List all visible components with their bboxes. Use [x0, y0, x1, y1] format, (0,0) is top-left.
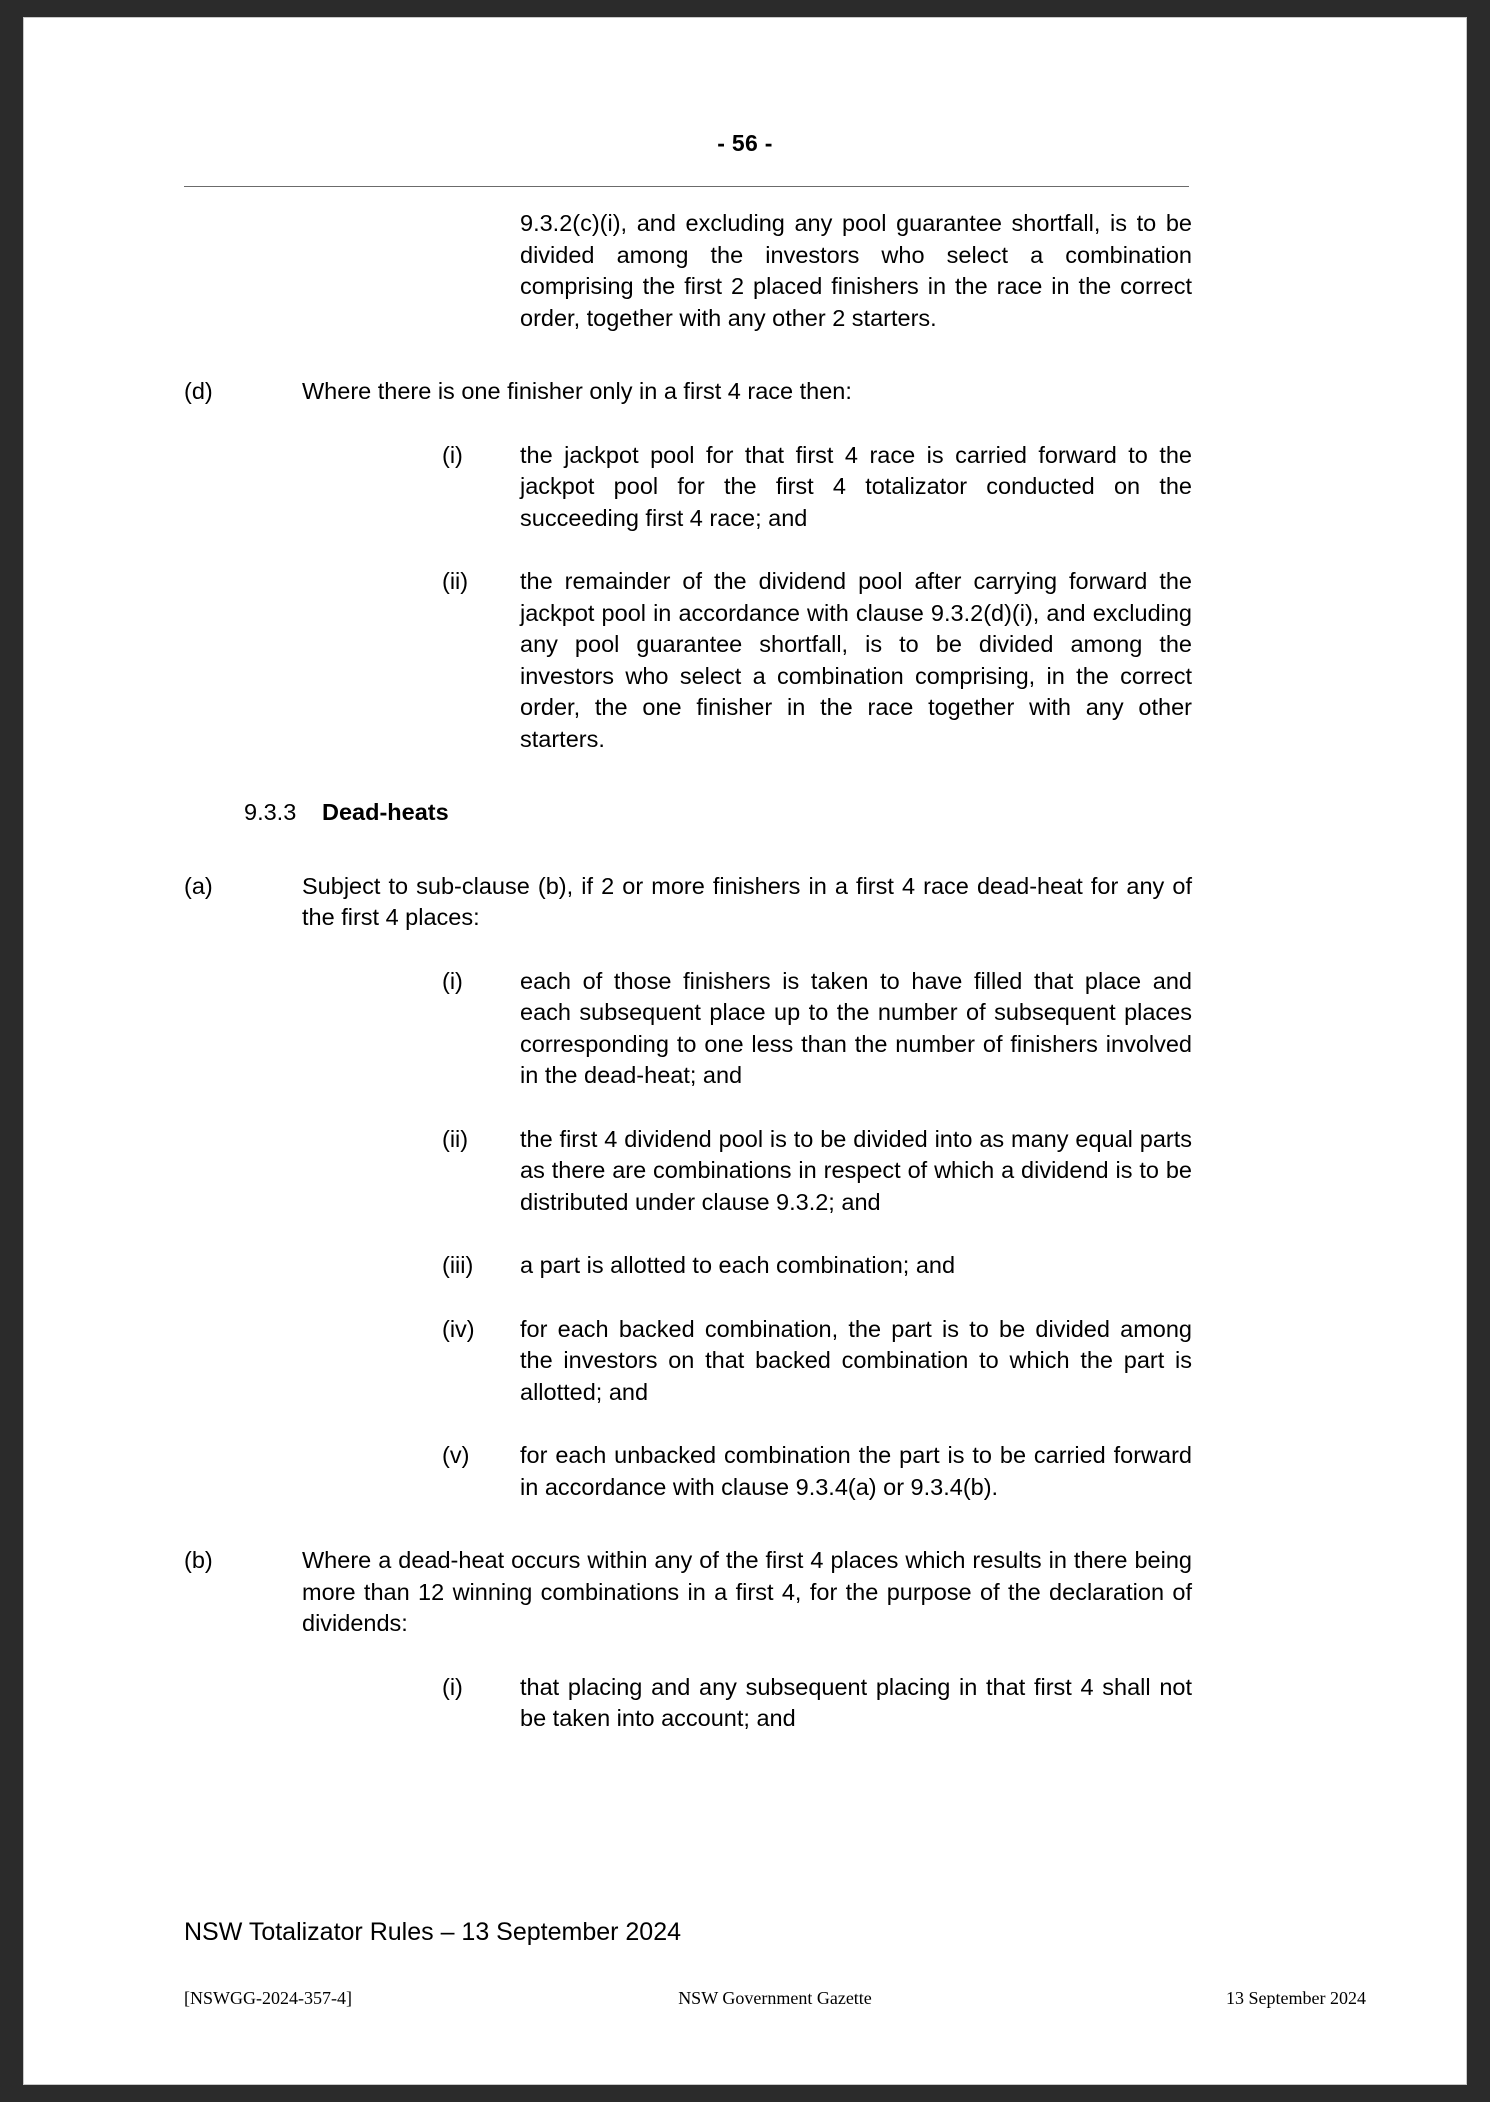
clause-item-b-sub-i-marker: (i) [442, 1673, 463, 1700]
document-page [24, 18, 1466, 2084]
clause-item-a-sub-iv-marker: (iv) [442, 1315, 475, 1342]
clause-item-a-sub-ii [184, 1124, 1192, 1219]
document-body [184, 208, 1192, 1735]
clause-item-a-sub-v [184, 1440, 1192, 1503]
clause-item-d-marker: (d) [184, 378, 213, 404]
clause-item-b-marker: (b) [184, 1547, 213, 1573]
clause-item-d-sub-i [184, 440, 1192, 535]
clause-item-a-sub-ii-marker: (ii) [442, 1125, 469, 1152]
clause-item-a-sub-iv-text: for each backed combination, the part is to be divided among the investors on that backed combination to which the part is allotted; and [520, 1315, 1192, 1405]
clause-item-d [184, 376, 1192, 408]
clause-item-a-sub-iii-marker: (iii) [442, 1252, 474, 1278]
clause-heading-933 [184, 797, 1192, 829]
clause-item-a-marker: (a) [184, 872, 213, 899]
continuation-paragraph-text: 9.3.2(c)(i), and excluding any pool guarantee shortfall, is to be divided among the investors who select a combination comprising the first 2 placed finishers in the race in the correct order, together with any other 2 starters. [520, 210, 1192, 331]
clause-item-a-sub-i-marker: (i) [442, 967, 463, 994]
clause-item-a [184, 871, 1192, 934]
clause-item-b [184, 1545, 1192, 1640]
gazette-publication: NSW Government Gazette [678, 1988, 872, 2008]
clause-item-a-sub-v-marker: (v) [442, 1442, 470, 1468]
gazette-date: 13 September 2024 [1226, 1988, 1366, 2008]
header-divider [184, 186, 1189, 187]
clause-item-d-sub-i-marker: (i) [442, 441, 463, 468]
clause-item-b-sub-i [184, 1672, 1192, 1735]
clause-item-a-sub-iv [184, 1314, 1192, 1409]
clause-item-a-sub-i [184, 966, 1192, 1092]
clause-item-a-sub-iii-text: a part is allotted to each combination; and [520, 1252, 956, 1278]
clause-item-b-text: Where a dead-heat occurs within any of the first 4 places which results in there being more than 12 winning combinations in a first 4, for the purpose of the declaration of dividends: [302, 1547, 1192, 1636]
clause-item-d-sub-ii-text: the remainder of the dividend pool after carrying forward the jackpot pool in accordance with clause 9.3.2(d)(i), and excluding any pool guarantee shortfall, is to be divided among the investors who select a combination comprising, in the correct order, the one finisher in the race together with any other starters. [520, 568, 1192, 752]
page-number: - 56 - [717, 130, 773, 156]
clause-heading-933-title: Dead-heats [322, 799, 449, 825]
gazette-reference: [NSWGG-2024-357-4] [184, 1988, 352, 2008]
clause-item-a-sub-iii [184, 1250, 1192, 1282]
clause-item-a-sub-i-text: each of those finishers is taken to have filled that place and each subsequent place up to the number of subsequent places corresponding to one less than the number of finishers involved in the dead-heat; and [520, 967, 1192, 1088]
clause-item-b-sub-i-text: that placing and any subsequent placing in that first 4 shall not be taken into account; and [520, 1673, 1192, 1731]
clause-item-d-sub-ii-marker: (ii) [442, 568, 469, 594]
clause-item-d-sub-i-text: the jackpot pool for that first 4 race is carried forward to the jackpot pool for the first 4 totalizator conducted on the succeeding first 4 race; and [520, 441, 1192, 531]
clause-item-a-sub-ii-text: the first 4 dividend pool is to be divided into as many equal parts as there are combinations in respect of which a dividend is to be distributed under clause 9.3.2; and [520, 1125, 1192, 1215]
gazette-footer [184, 1988, 1366, 2014]
clause-item-d-text: Where there is one finisher only in a first 4 race then: [302, 378, 852, 404]
clause-heading-933-number: 9.3.3 [244, 799, 297, 825]
clause-item-a-text: Subject to sub-clause (b), if 2 or more finishers in a first 4 race dead-heat for any of the first 4 places: [302, 872, 1192, 930]
clause-item-a-sub-v-text: for each unbacked combination the part is to be carried forward in accordance with clause 9.3.4(a) or 9.3.4(b). [520, 1442, 1192, 1500]
clause-item-d-sub-ii [184, 566, 1192, 755]
continuation-paragraph [184, 208, 1192, 334]
footer-document-title: NSW Totalizator Rules – 13 September 2024 [184, 1918, 682, 1946]
